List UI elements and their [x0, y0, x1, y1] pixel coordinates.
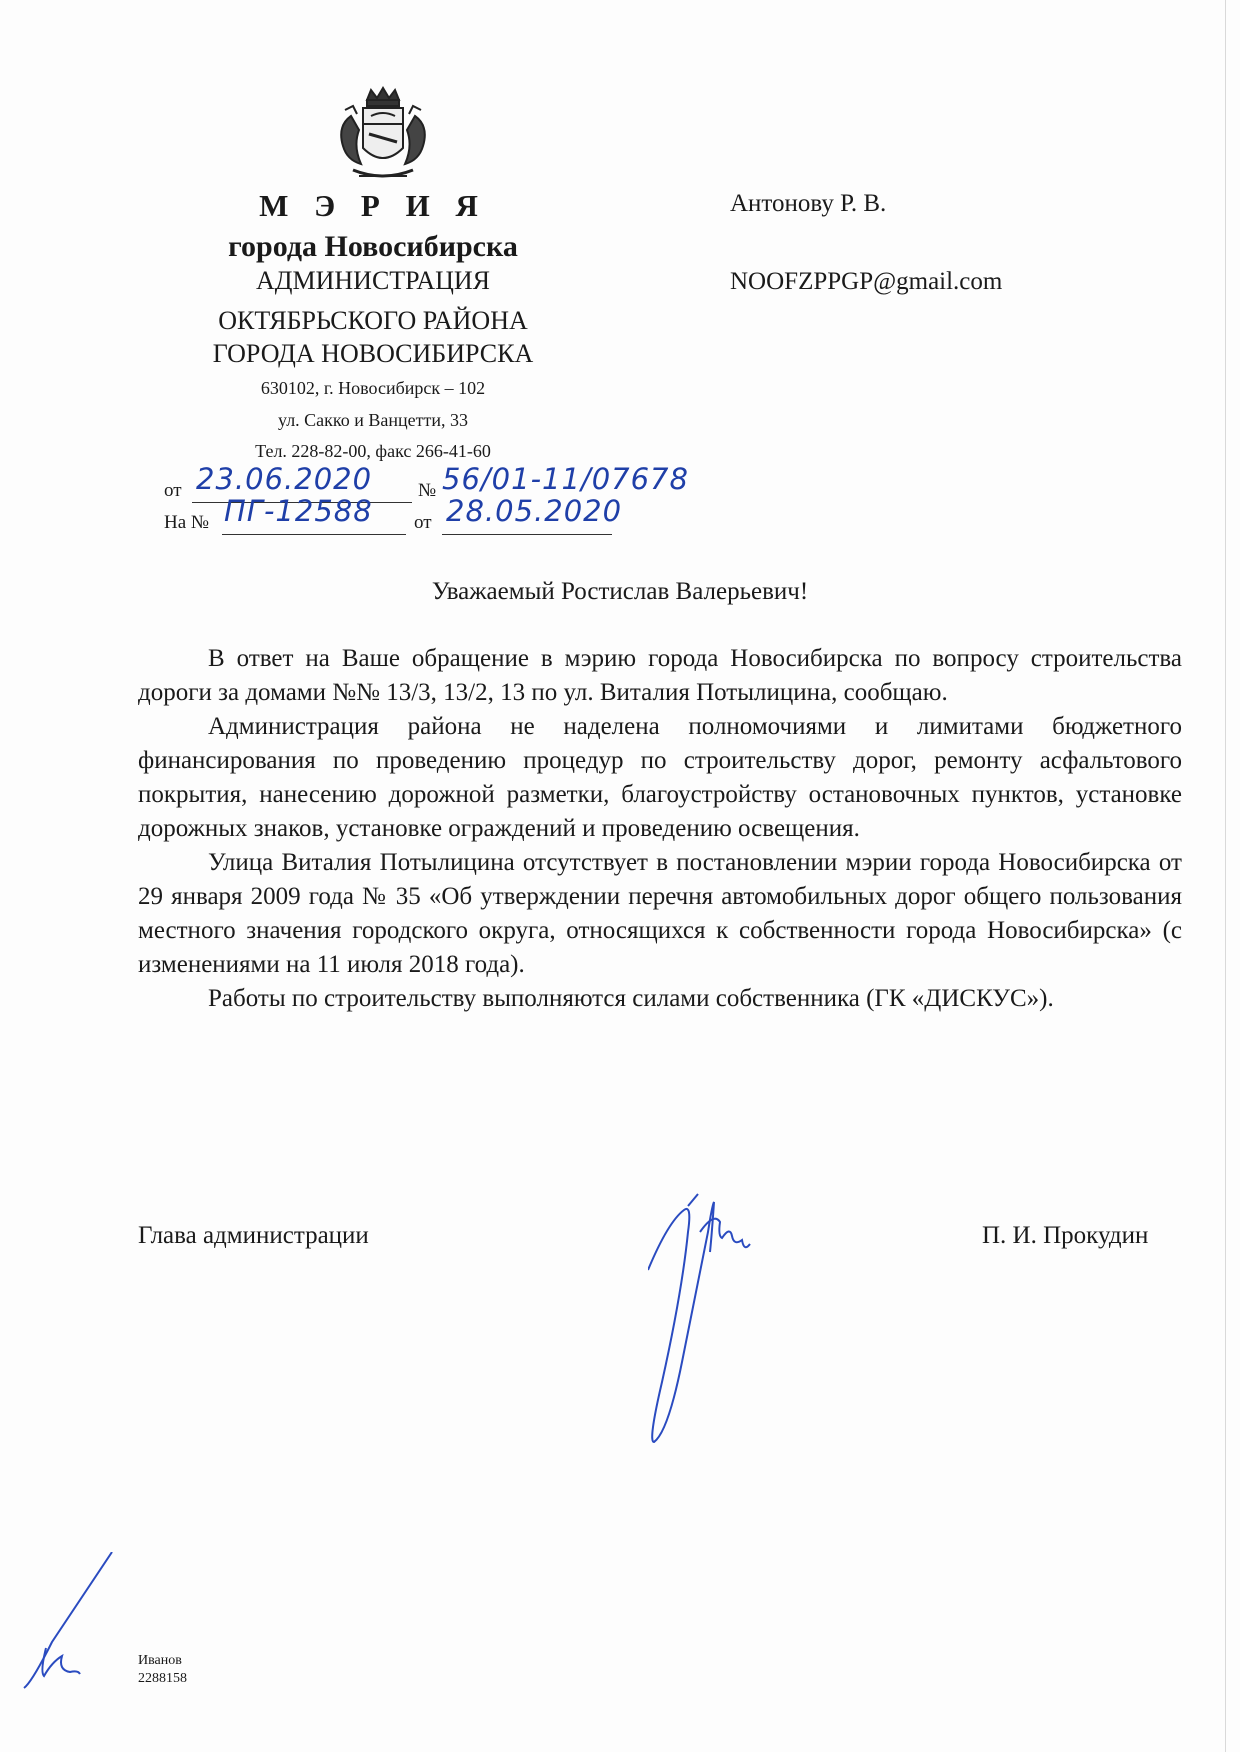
- reg-number: 56/01-11/07678: [442, 462, 689, 496]
- scan-edge-line: [1225, 0, 1226, 1752]
- header-admin-line3: ГОРОДА НОВОСИБИРСКА: [212, 339, 534, 368]
- header-address-line1: 630102, г. Новосибирск – 102: [260, 378, 486, 398]
- header-address-line2: ул. Сакко и Ванцетти, 33: [277, 410, 468, 430]
- coat-of-arms-emblem: [323, 86, 443, 190]
- body-paragraph-4: Работы по строительству выполняются силами собственника (ГК «ДИСКУС»).: [208, 985, 1054, 1012]
- body-paragraph-1: В ответ на Ваше обращение в мэрию города Новосибирска по вопросу строительства дороги за домами №№ 13/3, 13/2, 13 по ул. Виталия Потылицина, сообщаю.: [138, 645, 1182, 706]
- handwritten-signature: [648, 1192, 798, 1462]
- reg-reply-from-label: от: [414, 512, 432, 533]
- reg-reply-date-underline: [442, 534, 612, 535]
- body-paragraph-3: Улица Виталия Потылицина отсутствует в постановлении мэрии города Новосибирска от 29 января 2009 года № 35 «Об утверждении перечня автомобильных дорог общего пользования местного значения городского округа, относящихся к собственности города Новосибирска» (с изменениями на 11 июля 2018 года).: [138, 849, 1182, 978]
- executor-phone: 2288158: [138, 1671, 187, 1686]
- reg-from-label: от: [164, 480, 182, 501]
- reg-number-label: №: [418, 480, 437, 501]
- reg-reply-label: На №: [164, 512, 210, 533]
- header-admin-line1: АДМИНИСТРАЦИЯ: [256, 266, 490, 295]
- signatory-name: П. И. Прокудин: [982, 1222, 1149, 1249]
- header-phone: Тел. 228-82-00, факс 266-41-60: [255, 441, 491, 461]
- signatory-title: Глава администрации: [138, 1222, 369, 1249]
- letter-body: [138, 642, 1182, 1016]
- salutation: Уважаемый Ростислав Валерьевич!: [431, 578, 809, 605]
- reg-reply-date: 28.05.2020: [446, 494, 623, 528]
- executor-block: [138, 1652, 187, 1688]
- header-admin-line2: ОКТЯБРЬСКОГО РАЙОНА: [218, 306, 528, 335]
- header-city: города Новосибирска: [228, 230, 518, 263]
- addressee-email: NOOFZPPGP@gmail.com: [730, 268, 1003, 295]
- reg-reply-number: ПГ-12588: [224, 494, 373, 528]
- reg-reply-number-underline: [222, 534, 406, 535]
- executor-name: Иванов: [138, 1653, 182, 1668]
- header-title: М Э Р И Я: [259, 188, 487, 223]
- addressee-name: Антонову Р. В.: [730, 190, 887, 217]
- executor-initials-mark: [22, 1552, 122, 1692]
- reg-from-date: 23.06.2020: [196, 462, 373, 496]
- body-paragraph-2: Администрация района не наделена полномочиями и лимитами бюджетного финансирования по проведению процедур по строительству дорог, ремонту асфальтового покрытия, нанесению дорожной разметки, благоустройству остановочных пунктов, установке дорожных знаков, установке ограждений и проведению освещения.: [138, 713, 1182, 842]
